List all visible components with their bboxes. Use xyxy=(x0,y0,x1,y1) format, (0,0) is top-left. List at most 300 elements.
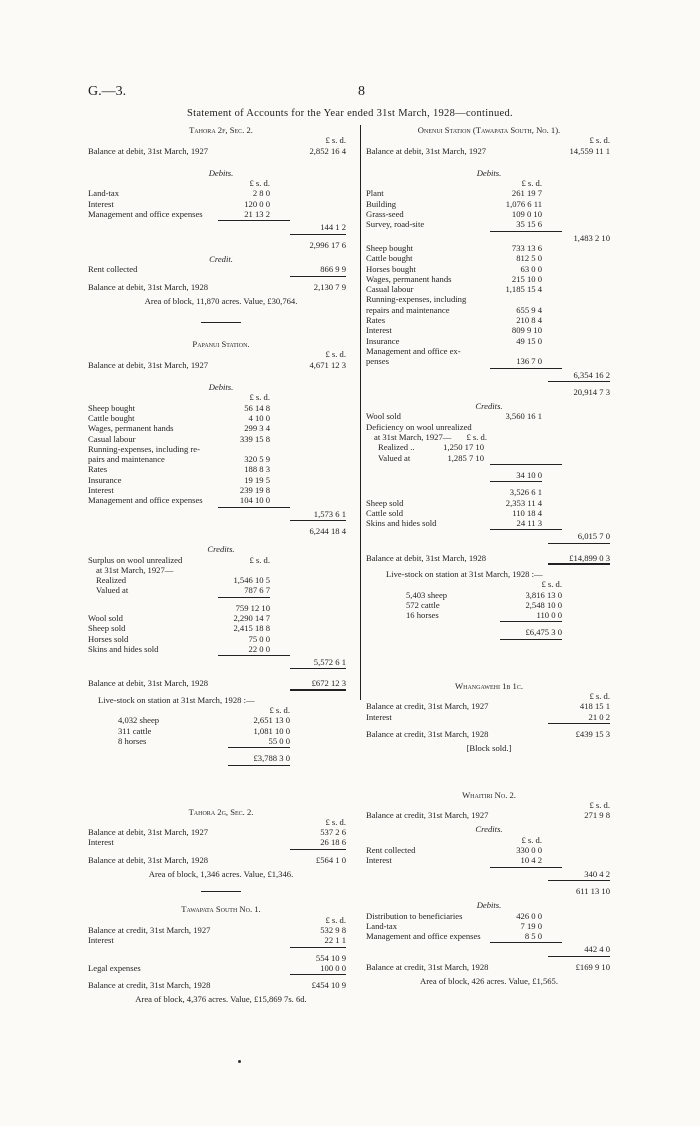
spacer xyxy=(88,392,218,402)
row-label: 311 cattle xyxy=(118,725,152,736)
row-label: 5,403 sheep xyxy=(406,589,448,600)
debit-row xyxy=(366,921,612,931)
rule xyxy=(218,507,290,508)
row-amount: 655 9 4 xyxy=(516,304,542,315)
spacer xyxy=(366,579,500,589)
row-label: Balance at debit, 31st March, 1927 xyxy=(366,145,487,156)
row-label: Balance at debit, 31st March, 1927 xyxy=(88,359,209,370)
spacer xyxy=(88,323,354,339)
valued-row xyxy=(88,585,354,595)
area-note: Area of block, 11,870 acres. Value, £30,764. xyxy=(144,295,298,306)
row-label: Rates xyxy=(366,315,386,326)
subtotal: 2,996 17 6 xyxy=(309,239,346,250)
debits-total-row xyxy=(366,370,612,380)
row-label: Cattle sold xyxy=(366,507,403,518)
row-label: penses xyxy=(366,356,389,367)
column-divider xyxy=(360,125,361,700)
rule xyxy=(500,621,562,622)
units-header-row xyxy=(88,392,354,402)
balance-row xyxy=(366,712,612,722)
row-label: Grass-seed xyxy=(366,209,404,220)
credit-row xyxy=(366,518,612,528)
debits-total: 1,483 2 10 xyxy=(573,232,610,243)
row-label: Sheep bought xyxy=(88,402,136,413)
debit-row xyxy=(366,346,612,356)
row-label: Balance at credit, 31st March, 1927 xyxy=(366,810,489,821)
debits-total: 144 1 2 xyxy=(320,222,346,233)
row-amount: 110 18 4 xyxy=(512,507,542,518)
section-title-tahora-2f: Tahora 2f, Sec. 2. xyxy=(189,125,253,135)
row-label: Plant xyxy=(366,188,384,199)
spacer xyxy=(366,770,612,786)
debits-subheading: Debits. xyxy=(476,900,502,911)
row-amount: 3,816 13 0 xyxy=(525,589,562,600)
units-header-row xyxy=(88,135,354,145)
realized-row xyxy=(366,442,612,452)
row-label: Horses sold xyxy=(88,633,129,644)
row-amount: 63 0 0 xyxy=(520,263,542,274)
row-amount: 136 7 0 xyxy=(516,356,542,367)
page-number: 8 xyxy=(358,84,365,99)
spacer xyxy=(366,542,548,545)
rule xyxy=(500,639,562,640)
balance-row xyxy=(366,701,612,711)
closing-balance-row xyxy=(366,729,612,739)
spacer xyxy=(88,222,290,232)
livestock-title: Live-stock on station at 31st March, 1928 :— xyxy=(386,568,543,579)
area-note: Area of block, 426 acres. Value, £1,565. xyxy=(419,976,558,986)
subtotal: 6,244 18 4 xyxy=(309,525,346,536)
row-label: Sheep sold xyxy=(366,497,404,508)
spacer xyxy=(366,463,490,466)
row-label: repairs and maintenance xyxy=(366,304,450,315)
rule xyxy=(228,765,290,766)
row-label: Casual labour xyxy=(366,284,414,295)
debit-row xyxy=(88,485,354,495)
balance-row xyxy=(88,837,354,847)
rule xyxy=(290,849,346,850)
debit-row xyxy=(88,209,354,219)
spacer xyxy=(88,349,290,359)
spacer xyxy=(88,753,228,763)
spacer xyxy=(88,370,354,382)
row-amount: 110 0 0 xyxy=(536,610,562,621)
row-label: Valued at xyxy=(378,452,411,463)
spacer xyxy=(88,799,354,807)
debit-row xyxy=(366,243,612,253)
page-reference: G.—3. xyxy=(88,84,127,99)
credit-row xyxy=(366,411,612,421)
row-amount: £672 12 3 xyxy=(311,678,346,689)
section-title-tawapata-south: Tawapata South No. 1. xyxy=(181,904,261,915)
spacer xyxy=(366,531,548,541)
row-amount: 1,285 7 10 xyxy=(447,452,484,463)
row-amount: 56 14 8 xyxy=(244,402,270,413)
spacer xyxy=(88,178,218,188)
rule xyxy=(290,520,346,521)
debit-row xyxy=(366,305,612,315)
spacer xyxy=(366,470,490,480)
spacer xyxy=(366,156,612,168)
row-amount: 261 19 7 xyxy=(511,188,542,199)
spacer xyxy=(88,156,354,168)
credits-total-row xyxy=(366,531,612,541)
row-label: Legal expenses xyxy=(88,962,141,973)
row-amount: 55 0 0 xyxy=(268,735,290,746)
row-amount: 320 5 9 xyxy=(244,454,270,465)
debit-row xyxy=(88,403,354,413)
row-amount: 26 18 6 xyxy=(320,837,346,848)
surplus-total-row xyxy=(88,603,354,613)
statement-heading: Statement of Accounts for the Year ended 31st March, 1928—continued. xyxy=(186,108,513,119)
debit-row xyxy=(366,253,612,263)
subtotal: 20,914 7 3 xyxy=(573,386,610,397)
units-header: £ s. d. xyxy=(325,914,346,925)
credits-total-row xyxy=(88,657,354,667)
units-header: £ s. d. xyxy=(589,799,610,810)
credits-subheading: Credits. xyxy=(207,544,235,555)
row-amount: 271 9 8 xyxy=(584,810,610,821)
block-sold-note: [Block sold.] xyxy=(466,743,512,754)
row-label: Sheep bought xyxy=(366,242,414,253)
row-amount: 210 8 4 xyxy=(516,315,542,326)
rule xyxy=(218,655,290,656)
debit-row xyxy=(88,188,354,198)
spacer xyxy=(366,869,548,879)
rule xyxy=(290,668,346,669)
row-label: 572 cattle xyxy=(406,599,440,610)
debit-row xyxy=(88,434,354,444)
closing-balance-row xyxy=(88,282,354,292)
row-label: Running-expenses, including re- xyxy=(88,443,200,454)
row-amount: 2,353 11 4 xyxy=(505,497,542,508)
rule xyxy=(218,220,290,221)
row-amount: 188 8 3 xyxy=(244,464,270,475)
debits-subheading: Debits. xyxy=(476,167,502,178)
spacer xyxy=(88,783,354,799)
debit-row xyxy=(366,356,612,366)
units-header: £ s. d. xyxy=(249,178,270,189)
row-label: Insurance xyxy=(88,474,122,485)
row-label: 16 horses xyxy=(406,610,439,621)
subtotal: 611 13 10 xyxy=(575,885,610,896)
spacer xyxy=(366,673,612,681)
units-header-row xyxy=(366,135,612,145)
row-label: Interest xyxy=(366,711,392,722)
livestock-total: £3,788 3 0 xyxy=(253,753,290,764)
row-amount: £564 1 0 xyxy=(315,854,346,865)
row-label: 8 horses xyxy=(118,735,147,746)
row-amount: 22 0 0 xyxy=(248,643,270,654)
units-header: £ s. d. xyxy=(541,579,562,590)
row-label: Balance at debit, 31st March, 1928 xyxy=(88,678,209,689)
spacer xyxy=(88,536,354,544)
credits-total: 340 4 2 xyxy=(584,868,610,879)
spacer xyxy=(88,240,290,250)
row-amount: 537 2 6 xyxy=(320,827,346,838)
closing-balance-row xyxy=(88,678,354,688)
row-amount: 75 0 0 xyxy=(248,633,270,644)
right-column xyxy=(366,125,612,986)
rule xyxy=(548,956,610,957)
section-title-whaitiri: Whaitiri No. 2. xyxy=(462,789,516,800)
row-amount: 2,852 16 4 xyxy=(309,145,346,156)
debits-total: 442 4 0 xyxy=(584,944,610,955)
row-amount: 2,290 14 7 xyxy=(233,612,270,623)
spacer xyxy=(366,370,548,380)
row-label: Balance at debit, 31st March, 1927 xyxy=(88,827,209,838)
debit-row xyxy=(88,199,354,209)
units-header-row xyxy=(88,817,354,827)
credits-subheading: Credits. xyxy=(475,824,503,835)
surplus-row-2: at 31st March, 1927— xyxy=(96,564,174,575)
row-amount: 21 13 2 xyxy=(244,209,270,220)
row-amount: 109 0 10 xyxy=(511,209,542,220)
units-header: £ s. d. xyxy=(269,705,290,716)
spacer xyxy=(366,835,490,845)
row-label: Cattle bought xyxy=(366,253,413,264)
spacer xyxy=(88,135,290,145)
row-label: Rent collected xyxy=(88,264,138,275)
row-label: Interest xyxy=(366,325,392,336)
balance-row xyxy=(88,925,354,935)
balance-row xyxy=(366,810,612,820)
row-label: Horses bought xyxy=(366,263,416,274)
row-amount: £169 9 10 xyxy=(575,961,610,972)
credits-total-row xyxy=(366,869,612,879)
rule xyxy=(548,880,610,881)
spacer xyxy=(88,275,290,278)
row-label: Valued at xyxy=(96,585,129,596)
credit-row xyxy=(88,623,354,633)
debit-row xyxy=(366,188,612,198)
balance-row xyxy=(366,146,612,156)
row-label: Rent collected xyxy=(366,845,416,856)
realized-row xyxy=(88,575,354,585)
spacer xyxy=(366,545,612,553)
row-amount: 104 10 0 xyxy=(239,495,270,506)
credit-row xyxy=(366,855,612,865)
row-amount: 120 0 0 xyxy=(244,198,270,209)
row-label: Insurance xyxy=(366,335,400,346)
credits-total: 6,015 7 0 xyxy=(577,531,610,542)
spacer xyxy=(88,848,290,851)
spacer xyxy=(88,915,290,925)
rule xyxy=(490,529,562,530)
surplus-total: 759 12 10 xyxy=(235,602,270,613)
row-label: Building xyxy=(366,198,397,209)
net-total-row xyxy=(366,487,612,497)
spacer xyxy=(88,670,354,678)
row-amount: 1,185 15 4 xyxy=(505,284,542,295)
row-amount: 733 13 6 xyxy=(511,242,542,253)
spacer xyxy=(88,892,354,904)
deficiency-row-2 xyxy=(366,432,612,442)
row-label: Balance at debit, 31st March, 1928 xyxy=(88,854,209,865)
row-label: Surplus on wool unrealized xyxy=(88,554,183,565)
row-label: Balance at credit, 31st March, 1928 xyxy=(366,728,489,739)
row-label: pairs and maintenance xyxy=(88,454,165,465)
row-amount: 7 19 0 xyxy=(520,920,542,931)
closing-balance-row xyxy=(366,553,612,563)
spacer xyxy=(88,705,228,715)
row-amount: 2 8 0 xyxy=(252,188,270,199)
livestock-row xyxy=(88,726,354,736)
rule xyxy=(490,231,562,232)
left-column xyxy=(88,125,354,1005)
row-label: Wages, permanent hands xyxy=(88,423,174,434)
row-label: Running-expenses, including xyxy=(366,294,467,305)
subtotal: 554 10 9 xyxy=(315,952,346,963)
subtotal-row xyxy=(366,886,612,896)
row-amount: 2,415 18 8 xyxy=(233,623,270,634)
units-header: £ s. d. xyxy=(325,816,346,827)
debit-row xyxy=(366,336,612,346)
spacer xyxy=(88,306,354,322)
row-amount: 418 15 1 xyxy=(579,701,610,712)
credits-total: 5,572 6 1 xyxy=(313,657,346,668)
spacer xyxy=(88,233,290,236)
rule xyxy=(548,723,610,724)
row-amount: 10 4 2 xyxy=(520,855,542,866)
credit-row xyxy=(88,264,354,274)
row-label: Interest xyxy=(88,837,114,848)
spacer xyxy=(366,638,500,641)
row-amount: 299 3 4 xyxy=(244,423,270,434)
row-label: Balance at debit, 31st March, 1928 xyxy=(366,552,487,563)
area-note: Area of block, 4,376 acres. Value, £15,869 7s. 6d. xyxy=(135,994,307,1005)
row-amount: 2,651 13 0 xyxy=(253,715,290,726)
spacer xyxy=(366,480,490,483)
row-label: Wages, permanent hands xyxy=(366,273,452,284)
rule xyxy=(490,867,562,868)
row-amount: 4,671 12 3 xyxy=(309,359,346,370)
subtotal-row xyxy=(88,240,354,250)
deficiency-label: Deficiency on wool unrealized xyxy=(366,421,472,432)
debit-row xyxy=(366,274,612,284)
spacer xyxy=(366,691,548,701)
row-label: Balance at credit, 31st March, 1928 xyxy=(88,980,211,991)
spacer xyxy=(366,955,548,958)
debits-total-row xyxy=(366,233,612,243)
livestock-total: £6,475 3 0 xyxy=(525,627,562,638)
spacer xyxy=(366,135,548,145)
row-amount: 1,250 17 10 xyxy=(443,442,484,453)
units-header-row xyxy=(366,178,612,188)
row-amount: 14,559 11 1 xyxy=(569,145,610,156)
row-amount: 35 15 6 xyxy=(516,219,542,230)
row-amount: 787 6 7 xyxy=(244,585,270,596)
row-label: Management and office expenses xyxy=(88,209,203,220)
row-amount: 215 10 0 xyxy=(511,273,542,284)
spacer xyxy=(366,944,548,954)
spacer xyxy=(366,620,500,623)
rule xyxy=(490,481,542,482)
rule xyxy=(290,974,346,975)
credits-subheading: Credits. xyxy=(475,401,503,412)
row-label: Interest xyxy=(88,485,114,496)
spacer xyxy=(88,746,228,749)
row-amount: 330 0 0 xyxy=(516,845,542,856)
row-label: Wool sold xyxy=(88,612,123,623)
row-label: Land-tax xyxy=(88,188,120,199)
debit-row xyxy=(366,264,612,274)
units-header-row xyxy=(366,800,612,810)
livestock-total-row xyxy=(88,753,354,763)
rule xyxy=(490,942,562,943)
debit-row xyxy=(366,911,612,921)
row-label: Interest xyxy=(366,855,392,866)
spacer xyxy=(366,380,548,383)
spacer xyxy=(366,886,548,896)
row-amount: 21 0 2 xyxy=(588,711,610,722)
row-amount: 1,081 10 0 xyxy=(253,725,290,736)
row-label: Sheep sold xyxy=(88,623,126,634)
debit-row xyxy=(366,209,612,219)
valued-row xyxy=(366,453,612,463)
row-label: Realized .. xyxy=(378,442,415,453)
debit-row xyxy=(366,199,612,209)
row-amount: 8 5 0 xyxy=(524,931,542,942)
row-label: Balance at credit, 31st March, 1927 xyxy=(366,701,489,712)
row-amount: 100 0 0 xyxy=(320,962,346,973)
credit-row xyxy=(366,508,612,518)
livestock-row xyxy=(366,600,612,610)
row-amount: 809 9 10 xyxy=(511,325,542,336)
area-note: Area of block, 1,346 acres. Value, £1,346. xyxy=(148,869,294,880)
row-label: at 31st March, 1927— xyxy=(374,432,452,443)
row-amount: 2,130 7 9 xyxy=(313,281,346,292)
row-label: 4,032 sheep xyxy=(118,715,160,726)
credit-row xyxy=(366,498,612,508)
row-amount xyxy=(490,346,542,356)
debit-row xyxy=(88,444,354,454)
units-header-row xyxy=(88,915,354,925)
row-amount: 426 0 0 xyxy=(516,910,542,921)
spacer xyxy=(88,946,290,949)
spacer xyxy=(88,519,290,522)
subtotal-row xyxy=(88,526,354,536)
row-label: Casual labour xyxy=(88,433,136,444)
row-amount: 22 1 1 xyxy=(324,935,346,946)
livestock-total-row xyxy=(366,627,612,637)
row-amount: 4 10 0 xyxy=(248,412,270,423)
debit-row xyxy=(366,284,612,294)
subtotal-row xyxy=(88,953,354,963)
row-amount xyxy=(490,294,542,304)
debit-row xyxy=(366,325,612,335)
units-header: £ s. d. xyxy=(466,432,487,443)
units-header-row xyxy=(88,178,354,188)
units-header: £ s. d. xyxy=(249,392,270,403)
credit-row xyxy=(88,634,354,644)
row-label: Management and office ex- xyxy=(366,345,461,356)
section-title-whangawehi: Whangawehi 1b 1c. xyxy=(455,680,523,691)
units-header: £ s. d. xyxy=(589,135,610,146)
spacer xyxy=(88,667,290,670)
debit-row xyxy=(88,475,354,485)
debit-row xyxy=(88,464,354,474)
debit-row xyxy=(88,423,354,433)
spacer xyxy=(88,764,228,767)
closing-balance-row xyxy=(88,855,354,865)
debit-row xyxy=(366,931,612,941)
ink-mark xyxy=(238,1060,241,1063)
spacer xyxy=(88,526,290,536)
balance-row xyxy=(88,935,354,945)
spacer xyxy=(366,657,612,673)
rule xyxy=(490,368,562,369)
